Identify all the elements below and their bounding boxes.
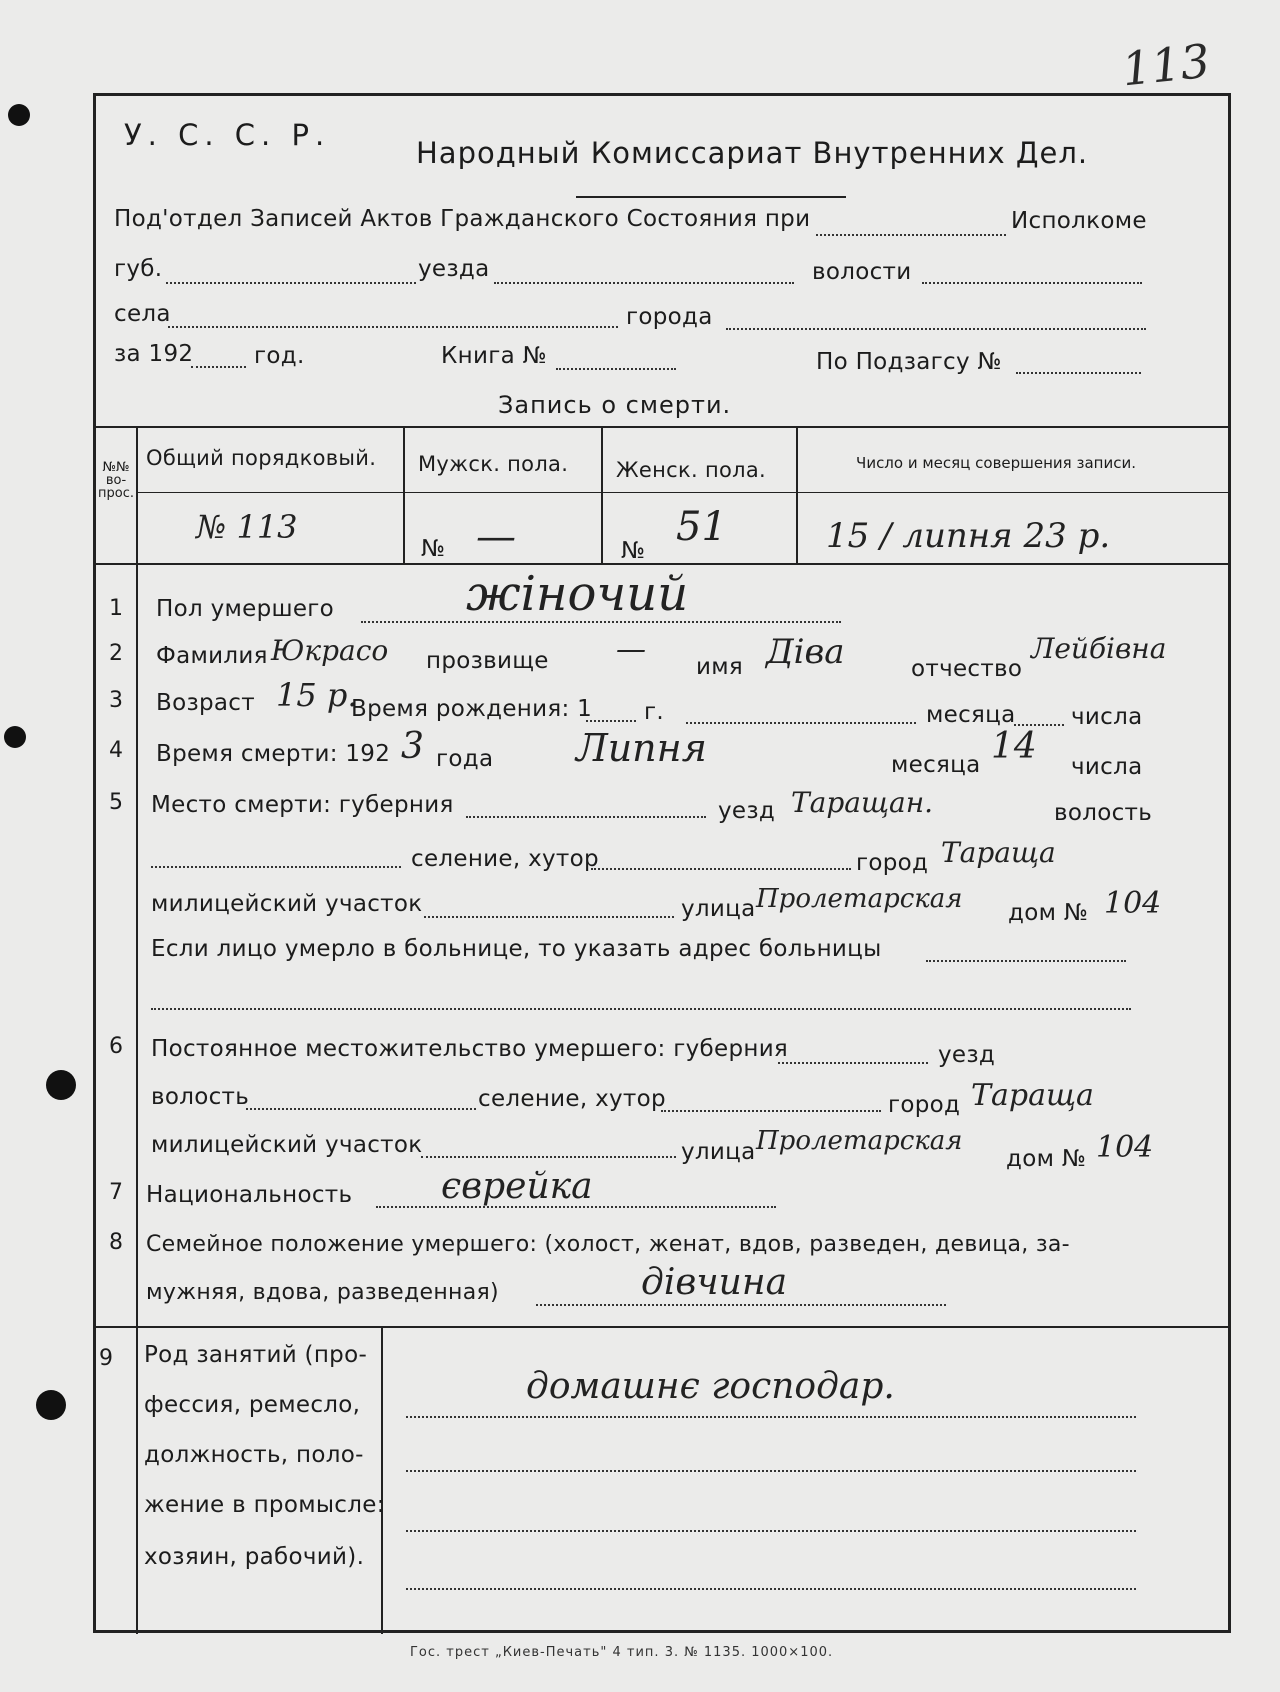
punch-hole xyxy=(46,1070,76,1100)
occupation-label-line5: хозяин, рабочий). xyxy=(144,1544,365,1570)
fill-line xyxy=(406,1416,1136,1418)
death-village-label: селение, хутор xyxy=(411,846,599,872)
table-mid-border xyxy=(136,492,1231,493)
death-time-label: Время смерти: 192 xyxy=(156,741,391,767)
death-month-label: месяца xyxy=(891,752,981,778)
record-date-value: 15 / липня 23 р. xyxy=(826,516,1111,556)
female-count-value: 51 xyxy=(676,504,727,550)
volosti-label: волости xyxy=(812,259,912,285)
gub-label: губ. xyxy=(114,256,163,282)
fill-line xyxy=(191,366,246,368)
occupation-divider xyxy=(381,1326,383,1634)
death-uezd-label: уезд xyxy=(718,798,776,824)
republic-heading: У. С. С. Р. xyxy=(124,118,331,152)
death-uezd-value: Таращан. xyxy=(791,786,934,819)
fill-line xyxy=(686,722,916,724)
surname-value: Юкрасо xyxy=(271,634,389,667)
fill-line xyxy=(661,1110,881,1112)
punch-hole xyxy=(36,1390,66,1420)
table-top-border xyxy=(96,426,1231,428)
residence-city-label: город xyxy=(888,1092,961,1118)
question-number: 4 xyxy=(109,738,123,763)
general-number-header: Общий порядковый. xyxy=(146,446,377,470)
nationality-label: Национальность xyxy=(146,1182,353,1208)
fill-line xyxy=(556,368,676,370)
occupation-label-line4: жение в промысле: xyxy=(144,1492,385,1518)
hospital-label: Если лицо умерло в больнице, то указать адрес больницы xyxy=(151,936,882,962)
surname-label: Фамилия xyxy=(156,643,268,669)
fill-line xyxy=(922,282,1142,284)
question-number: 1 xyxy=(109,596,123,621)
question-number: 5 xyxy=(109,790,123,815)
residence-village-label: селение, хутор xyxy=(478,1086,666,1112)
birth-year-g: г. xyxy=(644,699,664,725)
residence-label: Постоянное местожительство умершего: губерния xyxy=(151,1036,789,1062)
question-number: 3 xyxy=(109,688,123,713)
name-label: имя xyxy=(696,654,744,680)
printer-imprint: Гос. трест „Киев-Печать" 4 тип. 3. № 1135. 1000×100. xyxy=(410,1645,834,1660)
birth-day-label: числа xyxy=(1071,704,1143,730)
table-divider xyxy=(403,426,405,563)
death-day-value: 14 xyxy=(991,726,1037,767)
table-divider xyxy=(136,426,138,1634)
ispolkom-label: Исполкоме xyxy=(1011,208,1147,234)
header-underline xyxy=(576,196,846,198)
residence-house-value: 104 xyxy=(1096,1130,1154,1165)
fill-line xyxy=(778,1062,928,1064)
residence-house-label: дом № xyxy=(1006,1146,1087,1172)
patronymic-value: Лейбівна xyxy=(1031,632,1167,665)
death-street-value: Пролетарская xyxy=(756,884,963,914)
sela-label: села xyxy=(114,301,171,327)
fill-line xyxy=(466,816,706,818)
office-line-label: Под'отдел Записей Актов Гражданского Состояния при xyxy=(114,206,811,232)
death-month-value: Липня xyxy=(576,726,707,770)
male-no-sign: № xyxy=(421,536,446,562)
fill-line xyxy=(151,866,401,868)
fill-line xyxy=(166,282,416,284)
occupation-label-line3: должность, поло- xyxy=(144,1442,364,1468)
occupation-top-border xyxy=(96,1326,1231,1328)
death-place-label: Место смерти: губерния xyxy=(151,792,454,818)
fill-line xyxy=(494,282,794,284)
podzags-label: По Подзагсу № xyxy=(816,349,1002,375)
fill-line xyxy=(406,1470,1136,1472)
sex-value: жіночий xyxy=(466,566,689,622)
table-divider xyxy=(796,426,798,563)
residence-volost-label: волость xyxy=(151,1084,250,1110)
death-street-label: улица xyxy=(681,896,756,922)
question-number-header: №№ во-прос. xyxy=(98,460,134,501)
birth-month-label: месяца xyxy=(926,702,1016,728)
punch-hole xyxy=(4,726,26,748)
fill-line xyxy=(168,326,618,328)
fill-line xyxy=(586,720,636,722)
fill-line xyxy=(421,1156,676,1158)
marital-status-value: дівчина xyxy=(641,1262,788,1303)
nickname-value: — xyxy=(616,632,646,667)
fill-line xyxy=(816,234,1006,236)
death-record-form xyxy=(93,93,1231,1633)
fill-line xyxy=(246,1108,476,1110)
death-city-value: Тараща xyxy=(941,836,1056,869)
death-house-label: дом № xyxy=(1008,900,1089,926)
fill-line xyxy=(591,868,851,870)
general-number-value: № 113 xyxy=(196,508,298,546)
female-header: Женск. пола. xyxy=(616,458,766,482)
death-year-value: 3 xyxy=(401,726,424,767)
occupation-label-line1: Род занятий (про- xyxy=(144,1342,368,1368)
fill-line xyxy=(726,328,1146,330)
fill-line xyxy=(424,916,674,918)
female-no-sign: № xyxy=(621,538,646,564)
record-date-header: Число и месяц совершения записи. xyxy=(856,454,1136,472)
fill-line xyxy=(151,1008,1131,1010)
nickname-label: прозвище xyxy=(426,648,549,674)
marital-status-label-line1: Семейное положение умершего: (холост, женат, вдов, разведен, девица, за- xyxy=(146,1232,1070,1257)
archive-page-number: 113 xyxy=(1119,33,1213,97)
death-day-label: числа xyxy=(1071,754,1143,780)
occupation-label-line2: фессия, ремесло, xyxy=(144,1392,361,1418)
male-header: Мужск. пола. xyxy=(418,452,569,476)
question-number: 6 xyxy=(109,1034,123,1059)
death-house-value: 104 xyxy=(1104,886,1162,921)
table-divider xyxy=(601,426,603,563)
nationality-value: єврейка xyxy=(441,1166,593,1207)
punch-hole xyxy=(8,104,30,126)
death-year-label: года xyxy=(436,746,494,772)
residence-street-value: Пролетарская xyxy=(756,1126,963,1156)
question-number: 8 xyxy=(109,1230,123,1255)
fill-line xyxy=(1016,372,1141,374)
male-count-value: — xyxy=(476,514,516,560)
question-number: 9 xyxy=(99,1346,113,1371)
fill-line xyxy=(406,1588,1136,1590)
sex-label: Пол умершего xyxy=(156,596,335,622)
goroda-label: города xyxy=(626,304,713,330)
commissariat-heading: Народный Комиссариат Внутренних Дел. xyxy=(416,136,1089,170)
kniga-label: Книга № xyxy=(441,343,547,369)
age-value: 15 р. xyxy=(276,676,358,714)
birth-label: Время рождения: 1 xyxy=(351,696,593,722)
death-volost-label: волость xyxy=(1054,800,1153,826)
question-number: 7 xyxy=(109,1180,123,1205)
age-label: Возраст xyxy=(156,690,255,716)
record-title: Запись о смерти. xyxy=(498,391,732,419)
residence-militia-label: милицейский участок xyxy=(151,1132,423,1158)
year-label: за 192 xyxy=(114,341,194,367)
occupation-value: домашнє господар. xyxy=(526,1366,895,1407)
uezda-label: уезда xyxy=(418,256,490,282)
fill-line xyxy=(926,960,1126,962)
death-city-label: город xyxy=(856,850,929,876)
death-militia-label: милицейский участок xyxy=(151,891,423,917)
god-label: год. xyxy=(254,343,305,369)
fill-line xyxy=(406,1530,1136,1532)
residence-street-label: улица xyxy=(681,1139,756,1165)
question-number: 2 xyxy=(109,641,123,666)
residence-city-value: Тараща xyxy=(971,1078,1094,1113)
patronymic-label: отчество xyxy=(911,656,1023,682)
residence-uezd-label: уезд xyxy=(938,1042,996,1068)
table-bottom-border xyxy=(96,563,1231,565)
name-value: Діва xyxy=(766,632,845,672)
fill-line xyxy=(536,1304,946,1306)
marital-status-label-line2: мужняя, вдова, разведенная) xyxy=(146,1280,499,1305)
